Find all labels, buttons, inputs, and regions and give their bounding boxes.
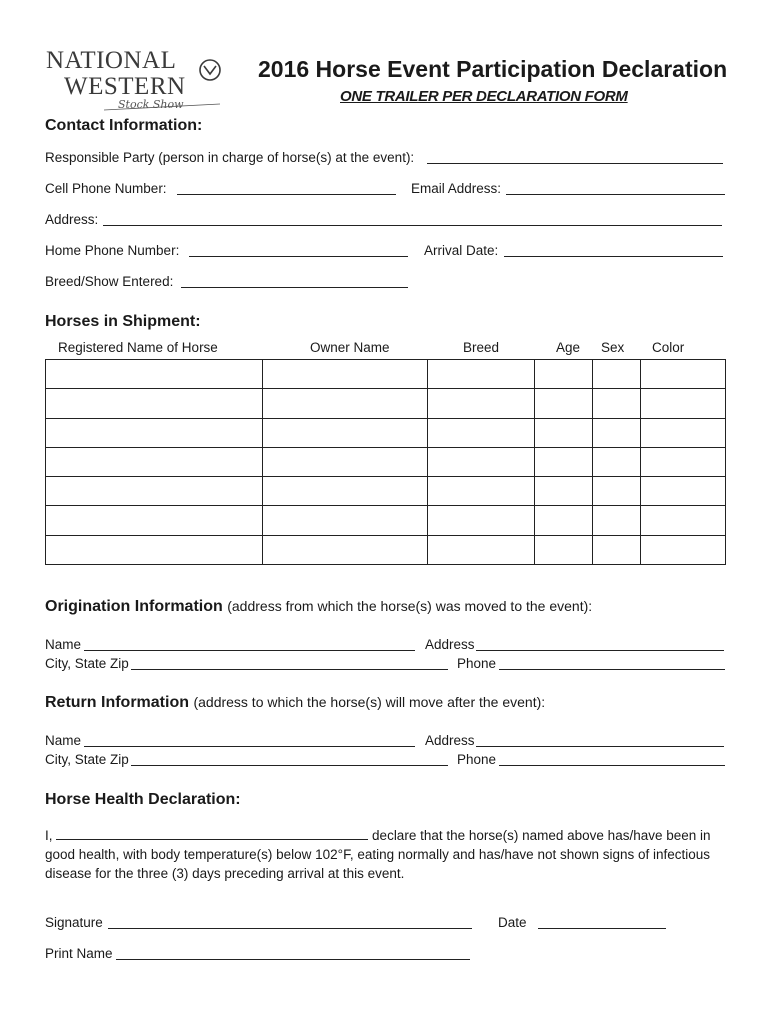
sex-cell[interactable]: [593, 447, 641, 476]
return-city-field[interactable]: [131, 765, 448, 766]
address-label: Address:: [45, 212, 99, 227]
col-header-age: Age: [556, 340, 581, 355]
return-city-label: City, State Zip: [45, 752, 129, 767]
breed-show-field[interactable]: [181, 287, 408, 288]
owner-name-cell[interactable]: [263, 360, 428, 389]
email-field[interactable]: [506, 194, 725, 195]
cell-phone-field[interactable]: [177, 194, 396, 195]
return-heading-text: Return Information: [45, 694, 189, 711]
owner-name-cell[interactable]: [263, 447, 428, 476]
owner-name-cell[interactable]: [263, 418, 428, 447]
color-cell[interactable]: [641, 418, 726, 447]
health-heading: Horse Health Declaration:: [45, 791, 241, 808]
logo-word-national: NATIONAL: [46, 47, 177, 74]
color-cell[interactable]: [641, 389, 726, 418]
print-name-field[interactable]: [116, 959, 470, 960]
origination-city-label: City, State Zip: [45, 656, 129, 671]
date-label: Date: [498, 915, 527, 930]
return-note: (address to which the horse(s) will move after the event):: [193, 694, 546, 710]
sex-cell[interactable]: [593, 506, 641, 535]
owner-name-cell[interactable]: [263, 506, 428, 535]
arrival-date-field[interactable]: [504, 256, 723, 257]
age-cell[interactable]: [535, 360, 593, 389]
home-phone-field[interactable]: [189, 256, 408, 257]
return-heading: [45, 694, 545, 712]
breed-cell[interactable]: [428, 477, 535, 506]
owner-name-cell[interactable]: [263, 535, 428, 564]
table-row: [46, 389, 726, 418]
age-cell[interactable]: [535, 535, 593, 564]
horse-name-cell[interactable]: [46, 535, 263, 564]
origination-phone-label: Phone: [457, 656, 497, 671]
date-field[interactable]: [538, 928, 666, 929]
color-cell[interactable]: [641, 360, 726, 389]
horse-name-cell[interactable]: [46, 389, 263, 418]
origination-phone-field[interactable]: [499, 669, 725, 670]
return-phone-label: Phone: [457, 752, 497, 767]
breed-cell[interactable]: [428, 360, 535, 389]
return-name-field[interactable]: [84, 746, 415, 747]
table-row: [46, 506, 726, 535]
sex-cell[interactable]: [593, 535, 641, 564]
owner-name-cell[interactable]: [263, 389, 428, 418]
horses-table: [45, 359, 726, 565]
print-name-label: Print Name: [45, 946, 113, 961]
horse-name-cell[interactable]: [46, 477, 263, 506]
return-name-label: Name: [45, 733, 82, 748]
origination-city-field[interactable]: [131, 669, 448, 670]
color-cell[interactable]: [641, 477, 726, 506]
breed-cell[interactable]: [428, 506, 535, 535]
color-cell[interactable]: [641, 535, 726, 564]
origination-note: (address from which the horse(s) was moved to the event):: [227, 598, 593, 614]
arrival-date-label: Arrival Date:: [424, 243, 499, 258]
origination-address-label: Address: [425, 637, 475, 652]
sex-cell[interactable]: [593, 389, 641, 418]
return-phone-field[interactable]: [499, 765, 725, 766]
age-cell[interactable]: [535, 506, 593, 535]
origination-heading: [45, 598, 592, 616]
cell-phone-label: Cell Phone Number:: [45, 181, 167, 196]
health-declaration-text: declare that the horse(s) named above has/have been in good health, with body temperature(s) below 102°F, eating normally and has/have not shown signs of infectious disease for the three (3) days preceding arrival at this event.: [45, 828, 711, 881]
age-cell[interactable]: [535, 447, 593, 476]
age-cell[interactable]: [535, 389, 593, 418]
responsible-party-label: Responsible Party (person in charge of horse(s) at the event):: [45, 150, 415, 165]
origination-name-field[interactable]: [84, 650, 415, 651]
breed-cell[interactable]: [428, 447, 535, 476]
sex-cell[interactable]: [593, 477, 641, 506]
home-phone-label: Home Phone Number:: [45, 243, 180, 258]
signature-label: Signature: [45, 915, 103, 930]
responsible-party-field[interactable]: [427, 163, 723, 164]
col-header-horse-name: Registered Name of Horse: [58, 340, 218, 355]
col-header-sex: Sex: [601, 340, 625, 355]
color-cell[interactable]: [641, 506, 726, 535]
col-header-owner-name: Owner Name: [310, 340, 390, 355]
horse-name-cell[interactable]: [46, 418, 263, 447]
horses-heading: Horses in Shipment:: [45, 313, 201, 330]
logo-script: Stock Show: [118, 98, 184, 111]
sex-cell[interactable]: [593, 418, 641, 447]
origination-address-field[interactable]: [476, 650, 724, 651]
breed-cell[interactable]: [428, 389, 535, 418]
form-subtitle: ONE TRAILER PER DECLARATION FORM: [340, 88, 628, 105]
breed-cell[interactable]: [428, 535, 535, 564]
owner-name-cell[interactable]: [263, 477, 428, 506]
table-row: [46, 477, 726, 506]
declarant-name-field[interactable]: [56, 827, 368, 840]
horse-name-cell[interactable]: [46, 506, 263, 535]
table-row: [46, 360, 726, 389]
health-lead: I,: [45, 828, 53, 843]
national-western-logo: [44, 44, 228, 114]
horse-name-cell[interactable]: [46, 360, 263, 389]
logo-word-western: WESTERN: [64, 73, 186, 100]
sex-cell[interactable]: [593, 360, 641, 389]
col-header-color: Color: [652, 340, 685, 355]
horse-name-cell[interactable]: [46, 447, 263, 476]
age-cell[interactable]: [535, 418, 593, 447]
breed-show-label: Breed/Show Entered:: [45, 274, 174, 289]
email-label: Email Address:: [411, 181, 502, 196]
return-address-field[interactable]: [476, 746, 724, 747]
color-cell[interactable]: [641, 447, 726, 476]
table-row: [46, 418, 726, 447]
contact-heading: Contact Information:: [45, 117, 203, 134]
table-row: [46, 535, 726, 564]
signature-field[interactable]: [108, 928, 472, 929]
age-cell[interactable]: [535, 477, 593, 506]
origination-name-label: Name: [45, 637, 82, 652]
col-header-breed: Breed: [463, 340, 500, 355]
breed-cell[interactable]: [428, 418, 535, 447]
return-address-label: Address: [425, 733, 475, 748]
address-field[interactable]: [103, 225, 722, 226]
health-declaration-paragraph: [45, 826, 735, 883]
origination-heading-text: Origination Information: [45, 598, 223, 615]
form-title: 2016 Horse Event Participation Declaration: [258, 56, 728, 82]
logo-emblem-icon: [200, 60, 220, 80]
table-row: [46, 447, 726, 476]
